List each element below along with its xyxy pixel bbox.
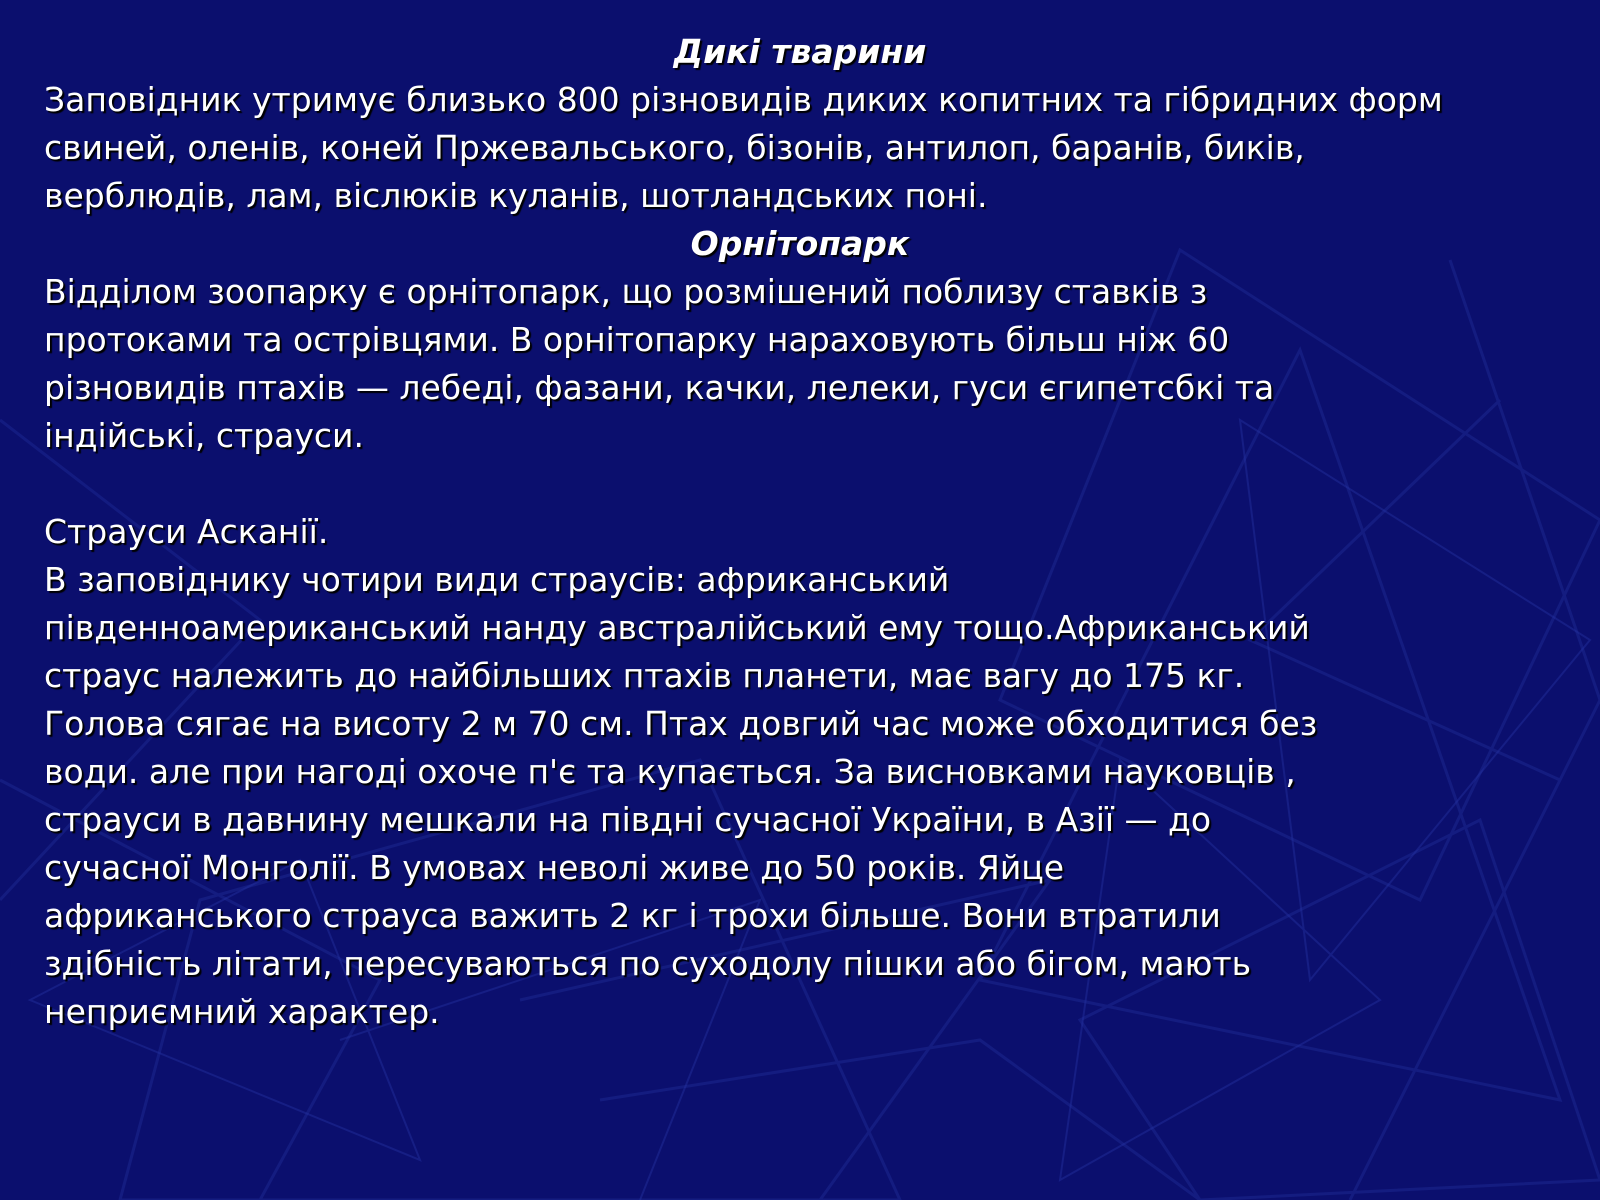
text-line: В заповіднику чотири види страусів: африканський: [44, 560, 950, 599]
text-line: Відділом зоопарку є орнітопарк, що розмішений поблизу ставків з: [44, 272, 1208, 311]
text-line: африканського страуса важить 2 кг і трохи більше. Вони втратили: [44, 896, 1221, 935]
text-line: Заповідник утримує близько 800 різновидів диких копитних та гібридних форм: [44, 80, 1443, 119]
text-line: свиней, оленів, коней Пржевальського, бізонів, антилоп, баранів, биків,: [44, 128, 1305, 167]
heading-wild-animals: Дикі тварини: [673, 32, 927, 71]
text-line: неприємний характер.: [44, 992, 440, 1031]
text-line: страуси в давнину мешкали на півдні сучасної України, в Азії — до: [44, 800, 1212, 839]
text-line: індійські, страуси.: [44, 416, 364, 455]
text-line: верблюдів, лам, віслюків куланів, шотландських поні.: [44, 176, 988, 215]
paragraph-ostriches: [44, 508, 1564, 1036]
heading-ornithopark: Орнітопарк: [690, 224, 910, 263]
text-line: різновидів птахів — лебеді, фазани, качки, лелеки, гуси єгипетсбкі та: [44, 368, 1275, 407]
text-line: здібність літати, пересуваються по суходолу пішки або бігом, мають: [44, 944, 1252, 983]
ostriches-title: Страуси Асканії.: [44, 512, 329, 551]
text-line: страус належить до найбільших птахів планети, має вагу до 175 кг.: [44, 656, 1245, 695]
text-line: протоками та острівцями. В орнітопарку нараховують більш ніж 60: [44, 320, 1230, 359]
text-line: сучасної Монголії. В умовах неволі живе до 50 років. Яйце: [44, 848, 1065, 887]
text-line: південноамериканський нанду австралійський ему тощо.Африканський: [44, 608, 1310, 647]
text-line: Голова сягає на висоту 2 м 70 см. Птах довгий час може обходитися без: [44, 704, 1318, 743]
paragraph-ornithopark: [44, 268, 1564, 460]
text-line: води. але при нагоді охоче п'є та купається. За висновками науковців ,: [44, 752, 1296, 791]
paragraph-wild-animals: [44, 76, 1564, 220]
